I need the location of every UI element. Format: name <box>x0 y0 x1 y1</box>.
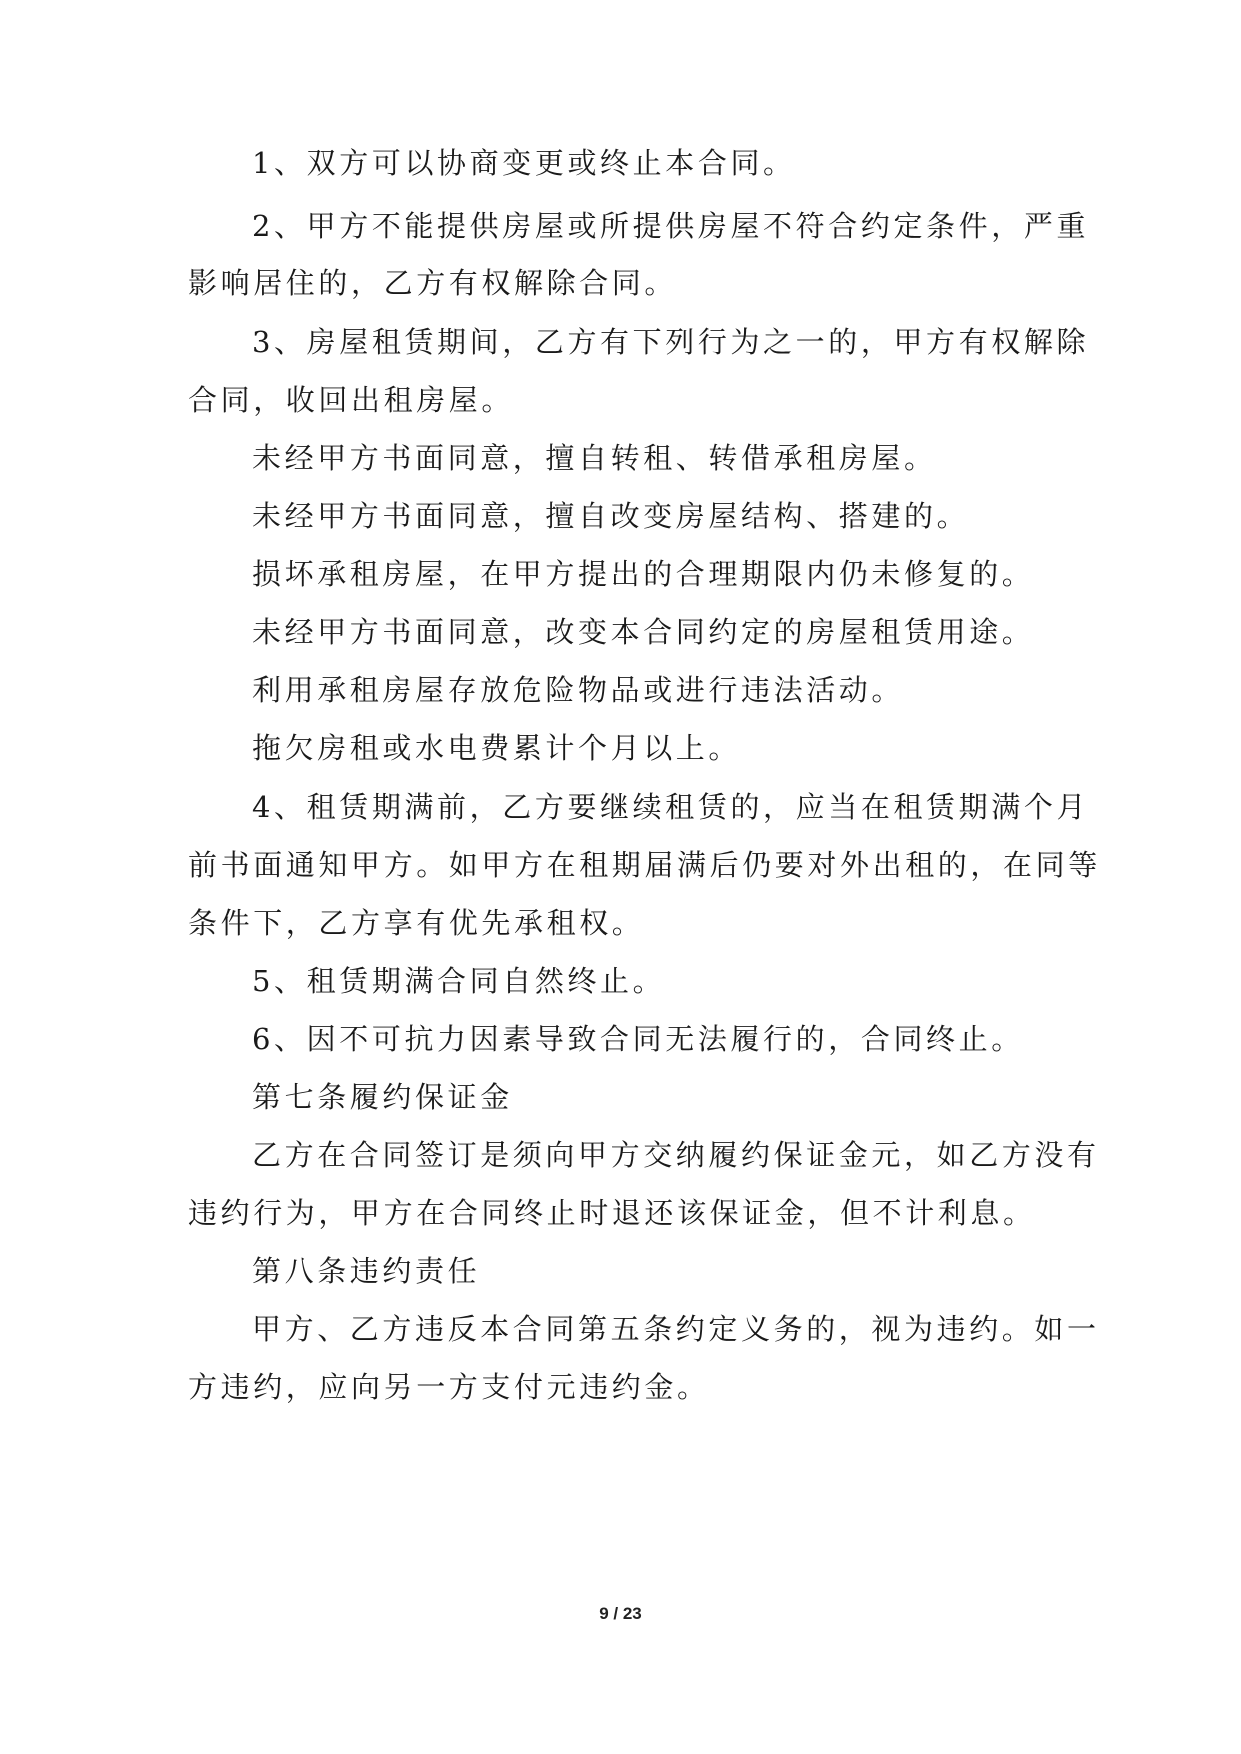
text-line: 违约行为，甲方在合同终止时退还该保证金，但不计利息。 <box>188 1196 1036 1230</box>
text-line: 乙方在合同签订是须向甲方交纳履约保证金元，如乙方没有 <box>252 1138 1100 1172</box>
text-line: 影响居住的，乙方有权解除合同。 <box>188 266 678 300</box>
page-number: 9 / 23 <box>599 1604 642 1623</box>
text-line: 利用承租房屋存放危险物品或进行违法活动。 <box>252 673 905 707</box>
text-line: 条件下，乙方享有优先承租权。 <box>188 906 645 940</box>
text-line: 未经甲方书面同意，擅自转租、转借承租房屋。 <box>252 441 937 475</box>
text-line: 未经甲方书面同意，改变本合同约定的房屋租赁用途。 <box>252 615 1035 649</box>
section-heading: 第八条违约责任 <box>252 1254 481 1288</box>
text-line: 6、因不可抗力因素导致合同无法履行的，合同终止。 <box>252 1022 1024 1056</box>
text-line: 1、双方可以协商变更或终止本合同。 <box>252 146 796 180</box>
text-line: 前书面通知甲方。如甲方在租期届满后仍要对外出租的，在同等 <box>188 848 1101 882</box>
text-line: 4、租赁期满前，乙方要继续租赁的，应当在租赁期满个月 <box>252 790 1090 824</box>
text-line: 甲方、乙方违反本合同第五条约定义务的，视为违约。如一 <box>252 1312 1100 1346</box>
text-line: 合同，收回出租房屋。 <box>188 383 515 417</box>
text-line: 方违约，应向另一方支付元违约金。 <box>188 1370 710 1404</box>
text-line: 3、房屋租赁期间，乙方有下列行为之一的，甲方有权解除 <box>252 325 1090 359</box>
text-line: 未经甲方书面同意，擅自改变房屋结构、搭建的。 <box>252 499 970 533</box>
text-line: 2、甲方不能提供房屋或所提供房屋不符合约定条件，严重 <box>252 209 1090 243</box>
section-heading: 第七条履约保证金 <box>252 1080 513 1114</box>
text-line: 损坏承租房屋，在甲方提出的合理期限内仍未修复的。 <box>252 557 1035 591</box>
text-line: 拖欠房租或水电费累计个月以上。 <box>252 731 742 765</box>
text-line: 5、租赁期满合同自然终止。 <box>252 964 666 998</box>
